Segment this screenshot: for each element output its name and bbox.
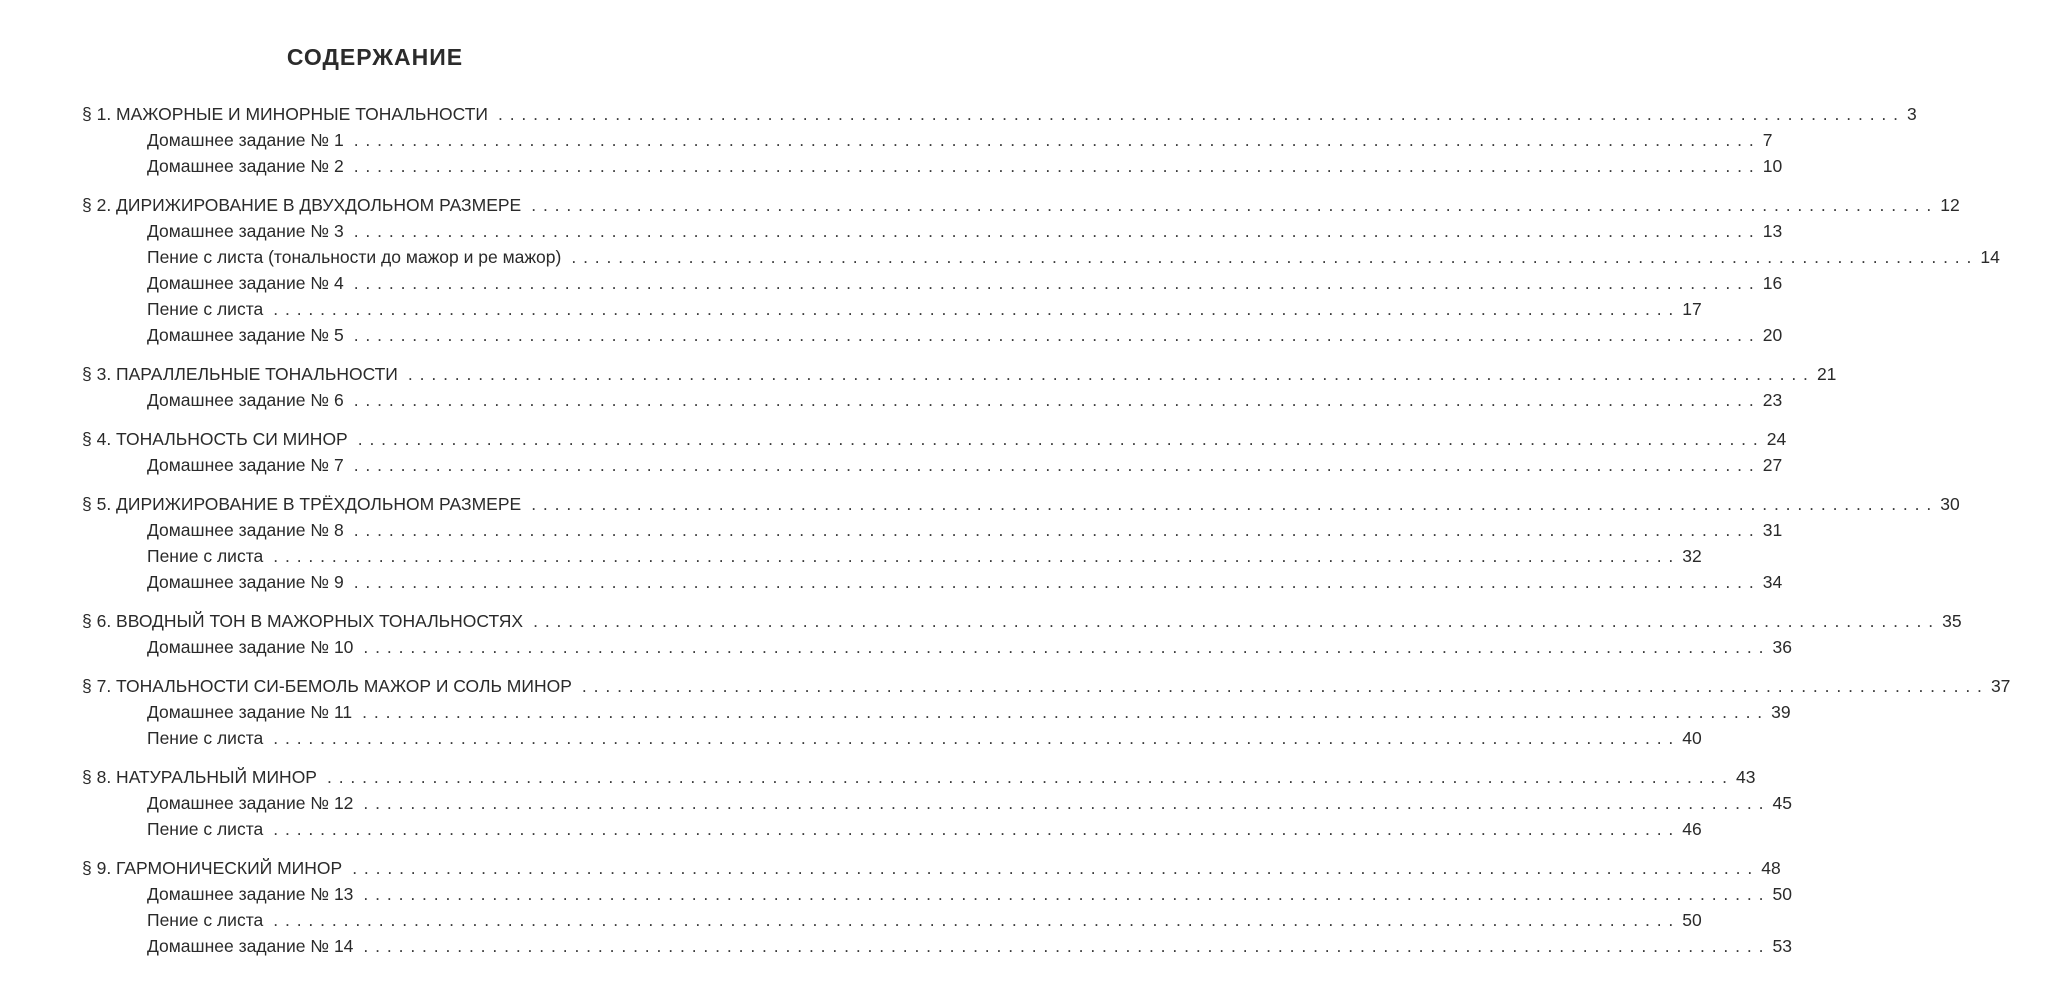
toc-subentry <box>0 520 1783 546</box>
toc-section-heading-page-number: 43 <box>1736 767 1756 787</box>
toc-section-heading-label: § 7. ТОНАЛЬНОСТИ СИ-БЕМОЛЬ МАЖОР И СОЛЬ МИНОР <box>82 676 572 696</box>
toc-subentry <box>0 819 1702 845</box>
toc-subentry-page-number: 36 <box>1772 637 1792 657</box>
dot-leader: . . . . . . . . . . . . . . . . . . . . . . . . . . . . . . . . . . . . . . . . . . . . . . . . . . . . . . . . . . . . . . . . . . . . . . . . . . . . . . . . . . . . . . . . . . . . . . . . . . . . . . . . . . . . . . . . . . . . . . . . <box>352 858 1754 878</box>
toc-subentry <box>0 728 1702 754</box>
toc-section-heading <box>0 858 1781 884</box>
toc-subentry <box>0 884 1792 910</box>
toc-section <box>0 611 1962 663</box>
toc-subentry-label: Домашнее задание № 3 <box>147 221 344 241</box>
toc-section-heading <box>0 611 1962 637</box>
toc-section <box>0 494 1960 598</box>
toc-section <box>0 858 1792 962</box>
toc-section-heading <box>0 429 1787 455</box>
toc-subentry <box>0 247 2000 273</box>
toc-subentry-label: Пение с листа (тональности до мажор и ре мажор) <box>147 247 562 267</box>
toc-section-heading <box>0 364 1837 390</box>
table-of-contents <box>0 104 2011 975</box>
toc-subentry-label: Домашнее задание № 11 <box>147 702 353 722</box>
toc-subentry <box>0 221 1783 247</box>
toc-subentry-label: Домашнее задание № 9 <box>147 572 344 592</box>
toc-subentry <box>0 637 1792 663</box>
toc-section-heading-label: § 2. ДИРИЖИРОВАНИЕ В ДВУХДОЛЬНОМ РАЗМЕРЕ <box>82 195 522 215</box>
toc-subentry-page-number: 32 <box>1682 546 1702 566</box>
toc-section <box>0 195 2000 351</box>
toc-section <box>0 429 1787 481</box>
dot-leader: . . . . . . . . . . . . . . . . . . . . . . . . . . . . . . . . . . . . . . . . . . . . . . . . . . . . . . . . . . . . . . . . . . . . . . . . . . . . . . . . . . . . . . . . . . . . . . . . . . . . . . . . . . . . . . . . . . . . . . . . <box>353 130 1755 150</box>
toc-section-heading-page-number: 21 <box>1816 364 1837 384</box>
toc-subentry-page-number: 31 <box>1762 520 1783 540</box>
toc-section-heading <box>0 195 1960 221</box>
toc-subentry-label: Домашнее задание № 6 <box>147 390 344 410</box>
dot-leader: . . . . . . . . . . . . . . . . . . . . . . . . . . . . . . . . . . . . . . . . . . . . . . . . . . . . . . . . . . . . . . . . . . . . . . . . . . . . . . . . . . . . . . . . . . . . . . . . . . . . . . . . . . . . . . . . . . . . . . . . <box>353 572 1755 592</box>
dot-leader: . . . . . . . . . . . . . . . . . . . . . . . . . . . . . . . . . . . . . . . . . . . . . . . . . . . . . . . . . . . . . . . . . . . . . . . . . . . . . . . . . . . . . . . . . . . . . . . . . . . . . . . . . . . . . . . . . . . . . . . . <box>326 767 1729 787</box>
toc-section-heading-page-number: 35 <box>1942 611 1962 631</box>
toc-subentry-label: Пение с листа <box>147 546 264 566</box>
dot-leader: . . . . . . . . . . . . . . . . . . . . . . . . . . . . . . . . . . . . . . . . . . . . . . . . . . . . . . . . . . . . . . . . . . . . . . . . . . . . . . . . . . . . . . . . . . . . . . . . . . . . . . . . . . . . . . . . . . . . . . . . <box>353 156 1755 176</box>
dot-leader: . . . . . . . . . . . . . . . . . . . . . . . . . . . . . . . . . . . . . . . . . . . . . . . . . . . . . . . . . . . . . . . . . . . . . . . . . . . . . . . . . . . . . . . . . . . . . . . . . . . . . . . . . . . . . . . . . . . . . . . . <box>363 884 1765 904</box>
page-title: СОДЕРЖАНИЕ <box>286 44 464 70</box>
toc-subentry-page-number: 34 <box>1762 572 1783 592</box>
toc-subentry-page-number: 16 <box>1762 273 1783 293</box>
toc-section-heading-label: § 5. ДИРИЖИРОВАНИЕ В ТРЁХДОЛЬНОМ РАЗМЕРЕ <box>82 494 522 514</box>
dot-leader: . . . . . . . . . . . . . . . . . . . . . . . . . . . . . . . . . . . . . . . . . . . . . . . . . . . . . . . . . . . . . . . . . . . . . . . . . . . . . . . . . . . . . . . . . . . . . . . . . . . . . . . . . . . . . . . . . . . . . . . . <box>571 247 1973 267</box>
dot-leader: . . . . . . . . . . . . . . . . . . . . . . . . . . . . . . . . . . . . . . . . . . . . . . . . . . . . . . . . . . . . . . . . . . . . . . . . . . . . . . . . . . . . . . . . . . . . . . . . . . . . . . . . . . . . . . . . . . . . . . . . <box>273 728 1675 748</box>
toc-section-heading-page-number: 30 <box>1940 494 1960 514</box>
toc-section-heading-page-number: 48 <box>1761 858 1781 878</box>
toc-subentry <box>0 156 1783 182</box>
dot-leader: . . . . . . . . . . . . . . . . . . . . . . . . . . . . . . . . . . . . . . . . . . . . . . . . . . . . . . . . . . . . . . . . . . . . . . . . . . . . . . . . . . . . . . . . . . . . . . . . . . . . . . . . . . . . . . . . . . . . . . . . <box>357 429 1759 449</box>
dot-leader: . . . . . . . . . . . . . . . . . . . . . . . . . . . . . . . . . . . . . . . . . . . . . . . . . . . . . . . . . . . . . . . . . . . . . . . . . . . . . . . . . . . . . . . . . . . . . . . . . . . . . . . . . . . . . . . . . . . . . . . . <box>353 455 1755 475</box>
dot-leader: . . . . . . . . . . . . . . . . . . . . . . . . . . . . . . . . . . . . . . . . . . . . . . . . . . . . . . . . . . . . . . . . . . . . . . . . . . . . . . . . . . . . . . . . . . . . . . . . . . . . . . . . . . . . . . . . . . . . . . . . <box>363 637 1765 657</box>
dot-leader: . . . . . . . . . . . . . . . . . . . . . . . . . . . . . . . . . . . . . . . . . . . . . . . . . . . . . . . . . . . . . . . . . . . . . . . . . . . . . . . . . . . . . . . . . . . . . . . . . . . . . . . . . . . . . . . . . . . . . . . . <box>273 910 1675 930</box>
toc-subentry-page-number: 20 <box>1762 325 1783 345</box>
toc-subentry <box>0 702 1791 728</box>
toc-subentry <box>0 390 1783 416</box>
toc-section-heading-label: § 6. ВВОДНЫЙ ТОН В МАЖОРНЫХ ТОНАЛЬНОСТЯХ <box>82 611 524 631</box>
dot-leader: . . . . . . . . . . . . . . . . . . . . . . . . . . . . . . . . . . . . . . . . . . . . . . . . . . . . . . . . . . . . . . . . . . . . . . . . . . . . . . . . . . . . . . . . . . . . . . . . . . . . . . . . . . . . . . . . . . . . . . . . <box>363 936 1765 956</box>
dot-leader: . . . . . . . . . . . . . . . . . . . . . . . . . . . . . . . . . . . . . . . . . . . . . . . . . . . . . . . . . . . . . . . . . . . . . . . . . . . . . . . . . . . . . . . . . . . . . . . . . . . . . . . . . . . . . . . . . . . . . . . . <box>362 702 1764 722</box>
toc-section-heading-page-number: 37 <box>1990 676 2011 696</box>
toc-subentry-page-number: 40 <box>1682 728 1702 748</box>
toc-section-heading-label: § 3. ПАРАЛЛЕЛЬНЫЕ ТОНАЛЬНОСТИ <box>82 364 398 384</box>
toc-section-heading-page-number: 12 <box>1940 195 1960 215</box>
toc-subentry <box>0 546 1702 572</box>
toc-subentry-page-number: 23 <box>1762 390 1783 410</box>
toc-section-heading-label: § 1. МАЖОРНЫЕ И МИНОРНЫЕ ТОНАЛЬНОСТИ <box>82 104 488 124</box>
toc-subentry-label: Домашнее задание № 7 <box>147 455 344 475</box>
dot-leader: . . . . . . . . . . . . . . . . . . . . . . . . . . . . . . . . . . . . . . . . . . . . . . . . . . . . . . . . . . . . . . . . . . . . . . . . . . . . . . . . . . . . . . . . . . . . . . . . . . . . . . . . . . . . . . . . . . . . . . . . <box>531 494 1933 514</box>
toc-subentry-label: Домашнее задание № 5 <box>147 325 344 345</box>
toc-section-heading <box>0 767 1756 793</box>
dot-leader: . . . . . . . . . . . . . . . . . . . . . . . . . . . . . . . . . . . . . . . . . . . . . . . . . . . . . . . . . . . . . . . . . . . . . . . . . . . . . . . . . . . . . . . . . . . . . . . . . . . . . . . . . . . . . . . . . . . . . . . . <box>363 793 1765 813</box>
toc-subentry-page-number: 27 <box>1762 455 1783 475</box>
toc-section-heading-page-number: 24 <box>1766 429 1787 449</box>
toc-subentry-label: Домашнее задание № 13 <box>147 884 354 904</box>
dot-leader: . . . . . . . . . . . . . . . . . . . . . . . . . . . . . . . . . . . . . . . . . . . . . . . . . . . . . . . . . . . . . . . . . . . . . . . . . . . . . . . . . . . . . . . . . . . . . . . . . . . . . . . . . . . . . . . . . . . . . . . . <box>273 546 1675 566</box>
toc-subentry-label: Домашнее задание № 8 <box>147 520 344 540</box>
toc-section <box>0 364 1837 416</box>
toc-section <box>0 767 1792 845</box>
toc-subentry-label: Пение с листа <box>147 819 264 839</box>
dot-leader: . . . . . . . . . . . . . . . . . . . . . . . . . . . . . . . . . . . . . . . . . . . . . . . . . . . . . . . . . . . . . . . . . . . . . . . . . . . . . . . . . . . . . . . . . . . . . . . . . . . . . . . . . . . . . . . . . . . . . . . . <box>531 195 1933 215</box>
toc-section-heading <box>0 676 2011 702</box>
toc-section <box>0 676 2011 754</box>
toc-subentry-page-number: 53 <box>1772 936 1792 956</box>
toc-subentry-page-number: 39 <box>1771 702 1791 722</box>
toc-subentry-label: Пение с листа <box>147 728 264 748</box>
toc-section-heading-label: § 4. ТОНАЛЬНОСТЬ СИ МИНОР <box>82 429 348 449</box>
toc-section-heading <box>0 494 1960 520</box>
toc-subentry <box>0 325 1783 351</box>
toc-subentry-label: Домашнее задание № 2 <box>147 156 344 176</box>
dot-leader: . . . . . . . . . . . . . . . . . . . . . . . . . . . . . . . . . . . . . . . . . . . . . . . . . . . . . . . . . . . . . . . . . . . . . . . . . . . . . . . . . . . . . . . . . . . . . . . . . . . . . . . . . . . . . . . . . . . . . . . . <box>353 325 1755 345</box>
toc-subentry <box>0 130 1773 156</box>
toc-subentry-label: Пение с листа <box>147 299 264 319</box>
toc-subentry-page-number: 17 <box>1682 299 1702 319</box>
toc-subentry-page-number: 46 <box>1682 819 1702 839</box>
dot-leader: . . . . . . . . . . . . . . . . . . . . . . . . . . . . . . . . . . . . . . . . . . . . . . . . . . . . . . . . . . . . . . . . . . . . . . . . . . . . . . . . . . . . . . . . . . . . . . . . . . . . . . . . . . . . . . . . . . . . . . . . <box>273 819 1675 839</box>
toc-subentry-label: Домашнее задание № 12 <box>147 793 354 813</box>
toc-section-heading-label: § 9. ГАРМОНИЧЕСКИЙ МИНОР <box>82 858 343 878</box>
toc-subentry-page-number: 13 <box>1762 221 1783 241</box>
dot-leader: . . . . . . . . . . . . . . . . . . . . . . . . . . . . . . . . . . . . . . . . . . . . . . . . . . . . . . . . . . . . . . . . . . . . . . . . . . . . . . . . . . . . . . . . . . . . . . . . . . . . . . . . . . . . . . . . . . . . . . . . <box>273 299 1675 319</box>
toc-subentry-label: Пение с листа <box>147 910 264 930</box>
toc-subentry <box>0 936 1792 962</box>
toc-subentry <box>0 910 1702 936</box>
toc-section-heading-page-number: 3 <box>1907 104 1917 124</box>
dot-leader: . . . . . . . . . . . . . . . . . . . . . . . . . . . . . . . . . . . . . . . . . . . . . . . . . . . . . . . . . . . . . . . . . . . . . . . . . . . . . . . . . . . . . . . . . . . . . . . . . . . . . . . . . . . . . . . . . . . . . . . . <box>581 676 1983 696</box>
toc-subentry-page-number: 45 <box>1772 793 1792 813</box>
toc-subentry-label: Домашнее задание № 14 <box>147 936 354 956</box>
toc-subentry-page-number: 7 <box>1762 130 1773 150</box>
dot-leader: . . . . . . . . . . . . . . . . . . . . . . . . . . . . . . . . . . . . . . . . . . . . . . . . . . . . . . . . . . . . . . . . . . . . . . . . . . . . . . . . . . . . . . . . . . . . . . . . . . . . . . . . . . . . . . . . . . . . . . . . <box>353 221 1755 241</box>
toc-subentry <box>0 572 1783 598</box>
toc-subentry-label: Домашнее задание № 4 <box>147 273 344 293</box>
toc-subentry-label: Домашнее задание № 10 <box>147 637 354 657</box>
toc-subentry-page-number: 50 <box>1682 910 1702 930</box>
toc-section-heading-label: § 8. НАТУРАЛЬНЫЙ МИНОР <box>82 767 317 787</box>
dot-leader: . . . . . . . . . . . . . . . . . . . . . . . . . . . . . . . . . . . . . . . . . . . . . . . . . . . . . . . . . . . . . . . . . . . . . . . . . . . . . . . . . . . . . . . . . . . . . . . . . . . . . . . . . . . . . . . . . . . . . . . . <box>497 104 1900 124</box>
toc-subentry-page-number: 14 <box>1980 247 2000 267</box>
dot-leader: . . . . . . . . . . . . . . . . . . . . . . . . . . . . . . . . . . . . . . . . . . . . . . . . . . . . . . . . . . . . . . . . . . . . . . . . . . . . . . . . . . . . . . . . . . . . . . . . . . . . . . . . . . . . . . . . . . . . . . . . <box>407 364 1809 384</box>
toc-subentry <box>0 299 1702 325</box>
toc-subentry-page-number: 10 <box>1762 156 1783 176</box>
dot-leader: . . . . . . . . . . . . . . . . . . . . . . . . . . . . . . . . . . . . . . . . . . . . . . . . . . . . . . . . . . . . . . . . . . . . . . . . . . . . . . . . . . . . . . . . . . . . . . . . . . . . . . . . . . . . . . . . . . . . . . . . <box>533 611 1935 631</box>
dot-leader: . . . . . . . . . . . . . . . . . . . . . . . . . . . . . . . . . . . . . . . . . . . . . . . . . . . . . . . . . . . . . . . . . . . . . . . . . . . . . . . . . . . . . . . . . . . . . . . . . . . . . . . . . . . . . . . . . . . . . . . . <box>353 390 1755 410</box>
toc-section-heading <box>0 104 1917 130</box>
dot-leader: . . . . . . . . . . . . . . . . . . . . . . . . . . . . . . . . . . . . . . . . . . . . . . . . . . . . . . . . . . . . . . . . . . . . . . . . . . . . . . . . . . . . . . . . . . . . . . . . . . . . . . . . . . . . . . . . . . . . . . . . <box>353 520 1755 540</box>
dot-leader: . . . . . . . . . . . . . . . . . . . . . . . . . . . . . . . . . . . . . . . . . . . . . . . . . . . . . . . . . . . . . . . . . . . . . . . . . . . . . . . . . . . . . . . . . . . . . . . . . . . . . . . . . . . . . . . . . . . . . . . . <box>353 273 1755 293</box>
toc-subentry-page-number: 50 <box>1772 884 1792 904</box>
toc-section <box>0 104 1917 182</box>
toc-subentry <box>0 455 1783 481</box>
toc-subentry-label: Домашнее задание № 1 <box>147 130 344 150</box>
toc-subentry <box>0 793 1792 819</box>
toc-subentry <box>0 273 1783 299</box>
